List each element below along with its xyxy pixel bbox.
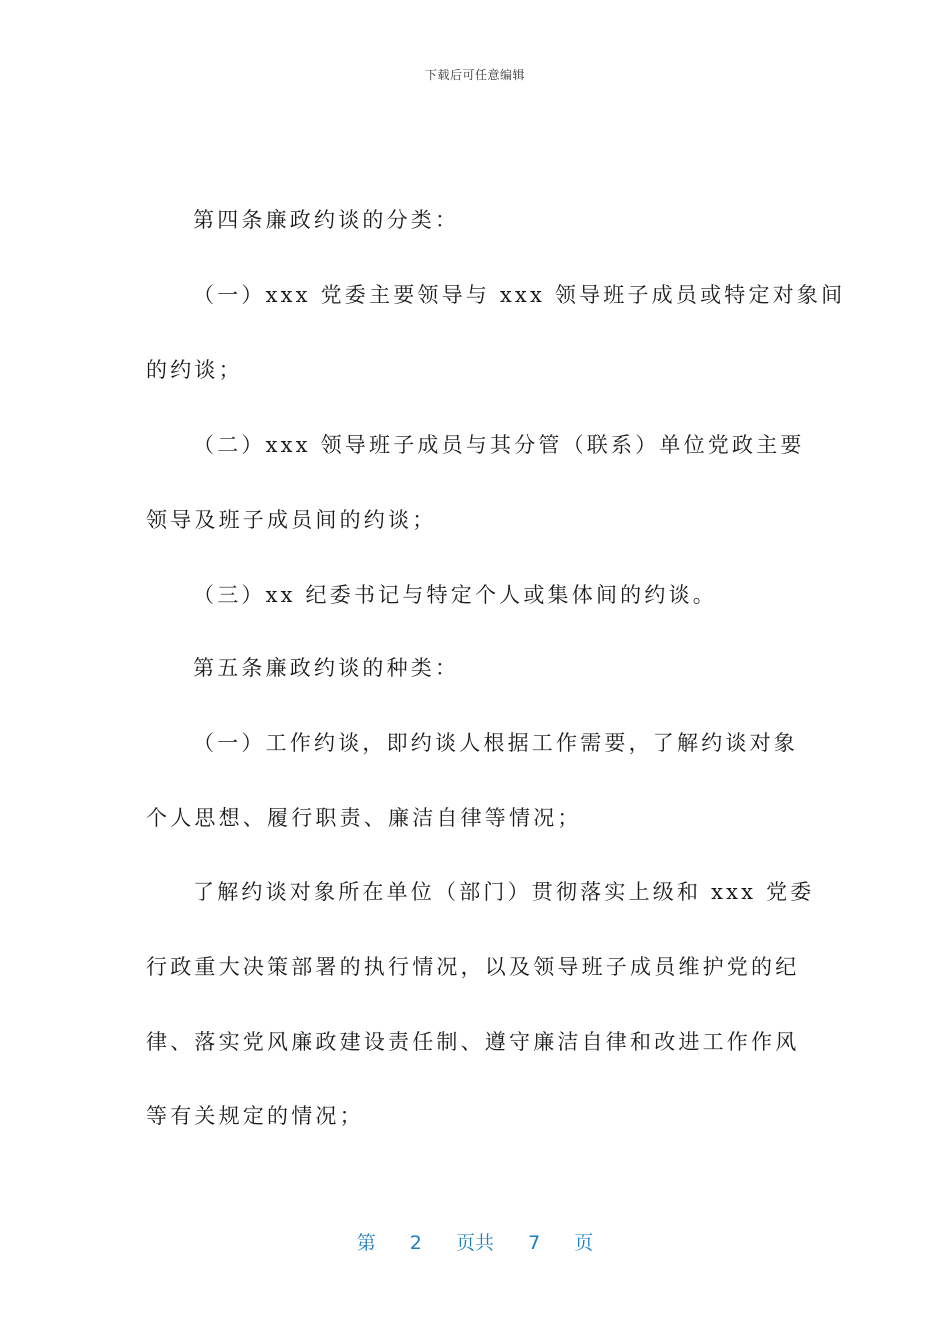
page-footer xyxy=(0,1228,950,1255)
paragraph-line: 等有关规定的情况； xyxy=(146,1104,364,1128)
footer-suffix: 页 xyxy=(574,1232,594,1254)
paragraph-line: 的约谈； xyxy=(146,358,243,382)
article-4-heading: 第四条廉政约谈的分类： xyxy=(193,208,460,232)
total-pages-number: 7 xyxy=(528,1232,541,1254)
header-note: 下载后可任意编辑 xyxy=(424,68,525,82)
footer-prefix: 第 xyxy=(356,1232,376,1254)
paragraph-line: 律、落实党风廉政建设责任制、遵守廉洁自律和改进工作作风 xyxy=(146,1030,800,1054)
paragraph-line: （三）xx 纪委书记与特定个人或集体间的约谈。 xyxy=(193,583,717,607)
paragraph-line: 行政重大决策部署的执行情况，以及领导班子成员维护党的纪 xyxy=(146,955,800,979)
paragraph-line: （一）xxx 党委主要领导与 xxx 领导班子成员或特定对象间 xyxy=(193,283,846,307)
footer-middle: 页共 xyxy=(455,1232,494,1254)
current-page-number: 2 xyxy=(409,1232,422,1254)
paragraph-line: 领导及班子成员间的约谈； xyxy=(146,508,437,532)
paragraph-line: （二）xxx 领导班子成员与其分管（联系）单位党政主要 xyxy=(193,433,805,457)
paragraph-line: 了解约谈对象所在单位（部门）贯彻落实上级和 xxx 党委 xyxy=(193,880,815,904)
paragraph-line: 个人思想、履行职责、廉洁自律等情况； xyxy=(146,806,582,830)
article-5-heading: 第五条廉政约谈的种类： xyxy=(193,656,460,680)
paragraph-line: （一）工作约谈，即约谈人根据工作需要，了解约谈对象 xyxy=(193,731,798,755)
